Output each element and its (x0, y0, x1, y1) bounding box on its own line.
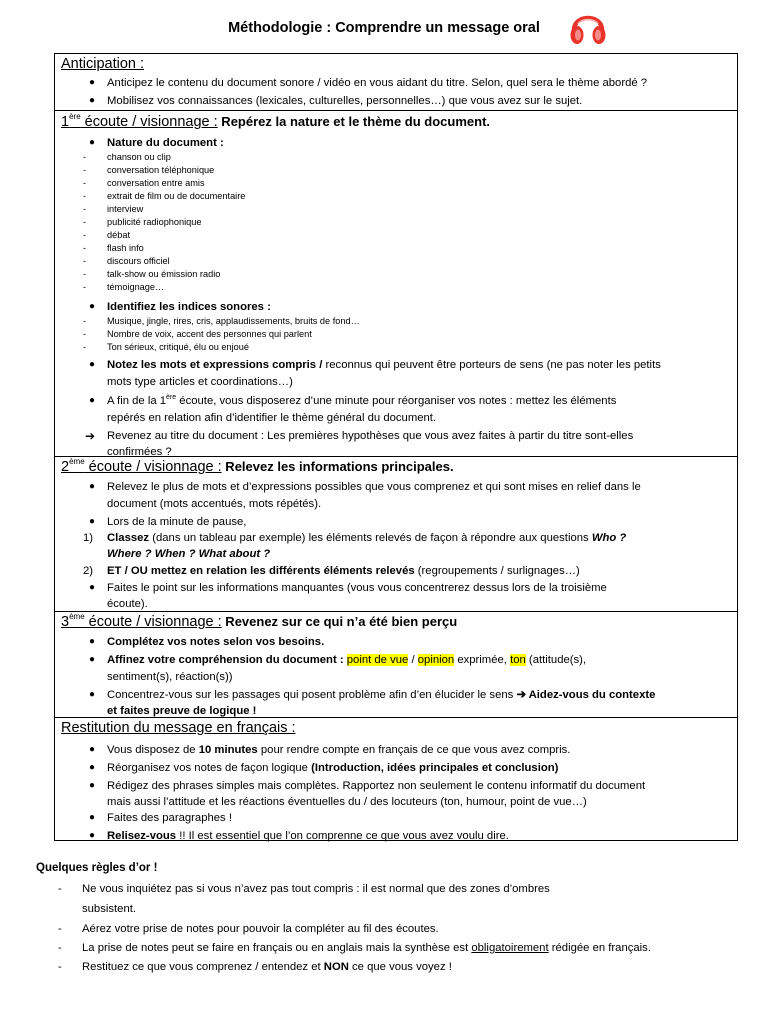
rule-item: Ne vous inquiétez pas si vous n’avez pas tout compris : il est normal que des zones d’ombres (82, 883, 550, 895)
bullet-icon: ● (89, 654, 96, 665)
list-item: talk-show ou émission radio (107, 269, 221, 279)
section-ecoute-2 (55, 456, 737, 612)
rule-item: La prise de notes peut se faire en français ou en anglais mais la synthèse est obligatoirement rédigée en français. (82, 942, 651, 954)
bullet-icon: ● (89, 359, 96, 370)
relevez-line-2: document (mots accentués, mots répétés). (107, 498, 322, 510)
bullet-icon: ● (89, 812, 96, 823)
paragraphes-line: Faites des paragraphes ! (107, 812, 232, 824)
pause-line: Lors de la minute de pause, (107, 516, 247, 528)
list-item: publicité radiophonique (107, 217, 202, 227)
rule-item-continued: subsistent. (82, 903, 137, 915)
arrow-right-icon: ➔ (516, 689, 526, 701)
headphones-icon (568, 4, 608, 48)
ecoute2-heading: 2ème écoute / visionnage : Relevez les informations principales. (61, 457, 454, 475)
bullet-icon: ● (89, 780, 96, 791)
page: Méthodologie : Comprendre un message oral Anticipation : ● Anticipez le contenu du document sonore / vidéo en vous aidant du titre. Selon, quel sera le thème abordé ? ● Mobilisez vos connaissances (lexicales, culturelles, personnelles…) que vous avez sur le sujet. 1ère écoute / visionnage : Repérez la nature et le thème du document. ● Nature du document : - chanson ou clip - conversation téléphonique - conversation entre amis - extrait de film ou de documentaire - interview - publicité radiophonique - débat - flash info - discours officiel - talk-show ou émission radio - témoignage… ● Identifiez les indices sonores : - Musique, jingle, rires, cris, applaudissements, bruits de fond… - Nombre de voix, accent des personnes qui parlent - Ton sérieux, critiqué, élu ou enjoué ● Notez les mots et expressions compris / reconnus qui peuvent être porteurs de sens (ne pas noter les petits mots type articles et coordinations…) ● A fin de la 1ère écoute, vous disposerez d’une minute pour réorganiser vos notes : mettez les éléments repérés en relation afin d’identifier le thème général du document. ➔ Revenez au titre du document : Les premières hypothèses que vous avez faites à partir du titre sont-elles confirmées ? 2ème écoute / visionnage : Relevez les informations principales. ● Relevez le plus de mots et d’expressions possibles que vous comprenez et qui sont mises en relief dans le document (mots accentués, mots répétés). ● Lors de la minute de pause, 1) Classez (dans un tableau par exemple) les éléments relevés de façon à répondre aux questions Who ? Where ? When ? What about ? 2) ET / OU mettez en relation les différents éléments relevés (regroupements / surlignages…) ● Faites le point sur les informations manquantes (vous vous concentrerez dessus lors de la troisième écoute). 3ème écoute / visionnage : Revenez sur ce qui n’a été bien perçu ● Complétez vos notes selon vos besoins. ● Affinez votre compréhension du document : point de vue / opinion exprimée, ton (attitude(s), sentiment(s), réaction(s)) ● Concentrez-vous sur les passages qui posent problème afin d’en élucider le sens ➔ Aidez-vous du contexte et faites preuve de logique ! Restitution du message en français : ● Vous disposez de 10 minutes pour rendre compte en français de ce que vous avez compris. ● Réorganisez vos notes de façon logique (Introduction, idées principales et conclusion) ● Rédigez des phrases simples mais complètes. Rapportez non seulement le contenu informatif du document mais aussi l’attitude et les réactions éventuelles du / des locuteurs (ton, humour, point de vue…) ● Faites des paragraphes ! ● Relisez-vous !! Il est essentiel que l’on comprenne ce que vous avez voulu dire. Quelques règles d’or ! - Ne vous inquiétez pas si vous n’avez pas tout compris : il est normal que des zones d’ombres subsistent. - Aérez votre prise de notes pour pouvoir la compléter au fil des écoutes. - La prise de notes peut se faire en français ou en anglais mais la synthèse est obligatoirement rédigée en français. - Restituez ce que vous comprenez / entendez et NON ce que vous voyez ! (0, 0, 768, 1024)
bullet-icon: ● (89, 137, 96, 148)
affinez-line-2: sentiment(s), réaction(s)) (107, 671, 233, 683)
afin-line: A fin de la 1ère écoute, vous disposerez d’une minute pour réorganiser vos notes : mettez les éléments (107, 394, 617, 407)
restitution-heading: Restitution du message en français : (61, 720, 296, 736)
classez-line-2: Where ? When ? What about ? (107, 548, 271, 560)
list-item: conversation entre amis (107, 178, 205, 188)
faites-line: Faites le point sur les informations manquantes (vous vous concentrerez dessus lors de la troisième (107, 582, 607, 594)
relevez-line: Relevez le plus de mots et d’expressions possibles que vous comprenez et qui sont mises en relief dans le (107, 481, 641, 493)
bullet-icon: ● (89, 744, 96, 755)
concentrez-line-2: et faites preuve de logique ! (107, 705, 257, 717)
arrow-right-icon: ➔ (85, 429, 96, 443)
list-item: extrait de film ou de documentaire (107, 191, 246, 201)
rules-title: Quelques règles d’or ! (36, 862, 158, 874)
indices-label: Identifiez les indices sonores : (107, 301, 271, 313)
bullet-icon: ● (89, 689, 96, 700)
rule-item: Restituez ce que vous comprenez / entendez et NON ce que vous voyez ! (82, 961, 452, 973)
affinez-line: Affinez votre compréhension du document : point de vue / opinion exprimée, ton (attitude(s), (107, 654, 587, 666)
section-restitution (55, 717, 737, 841)
list-item: Musique, jingle, rires, cris, applaudissements, bruits de fond… (107, 316, 360, 326)
redigez-line-2: mais aussi l’attitude et les réactions éventuelles du / des locuteurs (ton, humour, point de vue…) (107, 796, 587, 808)
faites-line-2: écoute). (107, 598, 148, 610)
list-item: Ton sérieux, critiqué, élu ou enjoué (107, 342, 249, 352)
revenez-line: Revenez au titre du document : Les premières hypothèses que vous avez faites à partir du titre sont-elles (107, 430, 634, 442)
list-number: 2) (83, 565, 94, 577)
page-title: Méthodologie : Comprendre un message oral (228, 20, 540, 36)
bullet-icon: ● (89, 395, 96, 406)
list-item: débat (107, 230, 130, 240)
bullet-icon: ● (89, 762, 96, 773)
completez-line: Complétez vos notes selon vos besoins. (107, 636, 325, 648)
afin-line-2: repérés en relation afin d’identifier le thème général du document. (107, 412, 437, 424)
anticipation-item: Anticipez le contenu du document sonore / vidéo en vous aidant du titre. Selon, quel sera le thème abordé ? (107, 77, 648, 89)
ecoute1-heading: 1ère écoute / visionnage : Repérez la nature et le thème du document. (61, 112, 491, 130)
notez-line: Notez les mots et expressions compris / reconnus qui peuvent être porteurs de sens (ne pas noter les petits (107, 359, 661, 371)
bullet-icon: ● (89, 95, 96, 106)
reorganisez-line: Réorganisez vos notes de façon logique (Introduction, idées principales et conclusion) (107, 762, 559, 774)
list-item: conversation téléphonique (107, 165, 215, 175)
section-ecoute-3 (55, 611, 737, 718)
bullet-icon: ● (89, 77, 96, 88)
ecoute3-heading: 3ème écoute / visionnage : Revenez sur ce qui n’a été bien perçu (61, 612, 458, 630)
bullet-icon: ● (89, 301, 96, 312)
anticipation-heading: Anticipation : (61, 56, 145, 72)
list-item: témoignage… (107, 282, 165, 292)
section-anticipation (55, 54, 737, 110)
list-item: chanson ou clip (107, 152, 171, 162)
rule-item: Aérez votre prise de notes pour pouvoir la compléter au fil des écoutes. (82, 923, 439, 935)
list-item: Nombre de voix, accent des personnes qui parlent (107, 329, 312, 339)
et-line: ET / OU mettez en relation les différents éléments relevés (regroupements / surlignages…) (107, 565, 580, 577)
redigez-line: Rédigez des phrases simples mais complètes. Rapportez non seulement le contenu informatif du document (107, 780, 646, 792)
anticipation-item: Mobilisez vos connaissances (lexicales, culturelles, personnelles…) que vous avez sur le sujet. (107, 95, 583, 107)
list-item: discours officiel (107, 256, 170, 266)
methodology-table (54, 53, 738, 841)
section-ecoute-1: 1ère écoute / visionnage : Repérez la nature et le thème du document. ● Nature du document : - chanson ou clip - conversation téléphonique - conversation entre amis - extrait de film ou de documentaire - interview - publicité radiophonique - débat - flash info - discours officiel - talk-show ou émission radio - témoignage… ● Identifiez les indices sonores : - Musique, jingle, rires, cris, applaudissements, bruits de fond… - Nombre de voix, accent des personnes qui parlent - Ton sérieux, critiqué, élu ou enjoué ● Notez les mots et expressions compris / reconnus qui peuvent être porteurs de sens (ne pas noter les petits mots type articles et coordinations…) ● A fin de la 1ère écoute, vous disposerez d’une minute pour réorganiser vos notes : mettez les éléments repérés en relation afin d’identifier le thème général du document. ➔ Revenez au titre du document : Les premières hypothèses que vous avez faites à partir du titre sont-elles confirmées ? (55, 110, 737, 457)
list-item: interview (107, 204, 144, 214)
bullet-icon: ● (89, 582, 96, 593)
list-number: 1) (83, 532, 94, 544)
bullet-icon: ● (89, 516, 96, 527)
concentrez-line: Concentrez-vous sur les passages qui posent problème afin d’en élucider le sens ➔ Aidez-vous du contexte (107, 689, 656, 701)
bullet-icon: ● (89, 830, 96, 841)
relisez-line: Relisez-vous !! Il est essentiel que l’on comprenne ce que vous avez voulu dire. (107, 830, 509, 842)
bullet-icon: ● (89, 481, 96, 492)
revenez-line-2: confirmées ? (107, 446, 172, 458)
notez-line-2: mots type articles et coordinations…) (107, 376, 293, 388)
bullet-icon: ● (89, 636, 96, 647)
classez-line: Classez (dans un tableau par exemple) les éléments relevés de façon à répondre aux questions Who ? (107, 532, 627, 544)
nature-label: Nature du document : (107, 137, 224, 149)
list-item: flash info (107, 243, 144, 253)
disposez-line: Vous disposez de 10 minutes pour rendre compte en français de ce que vous avez compris. (107, 744, 571, 756)
